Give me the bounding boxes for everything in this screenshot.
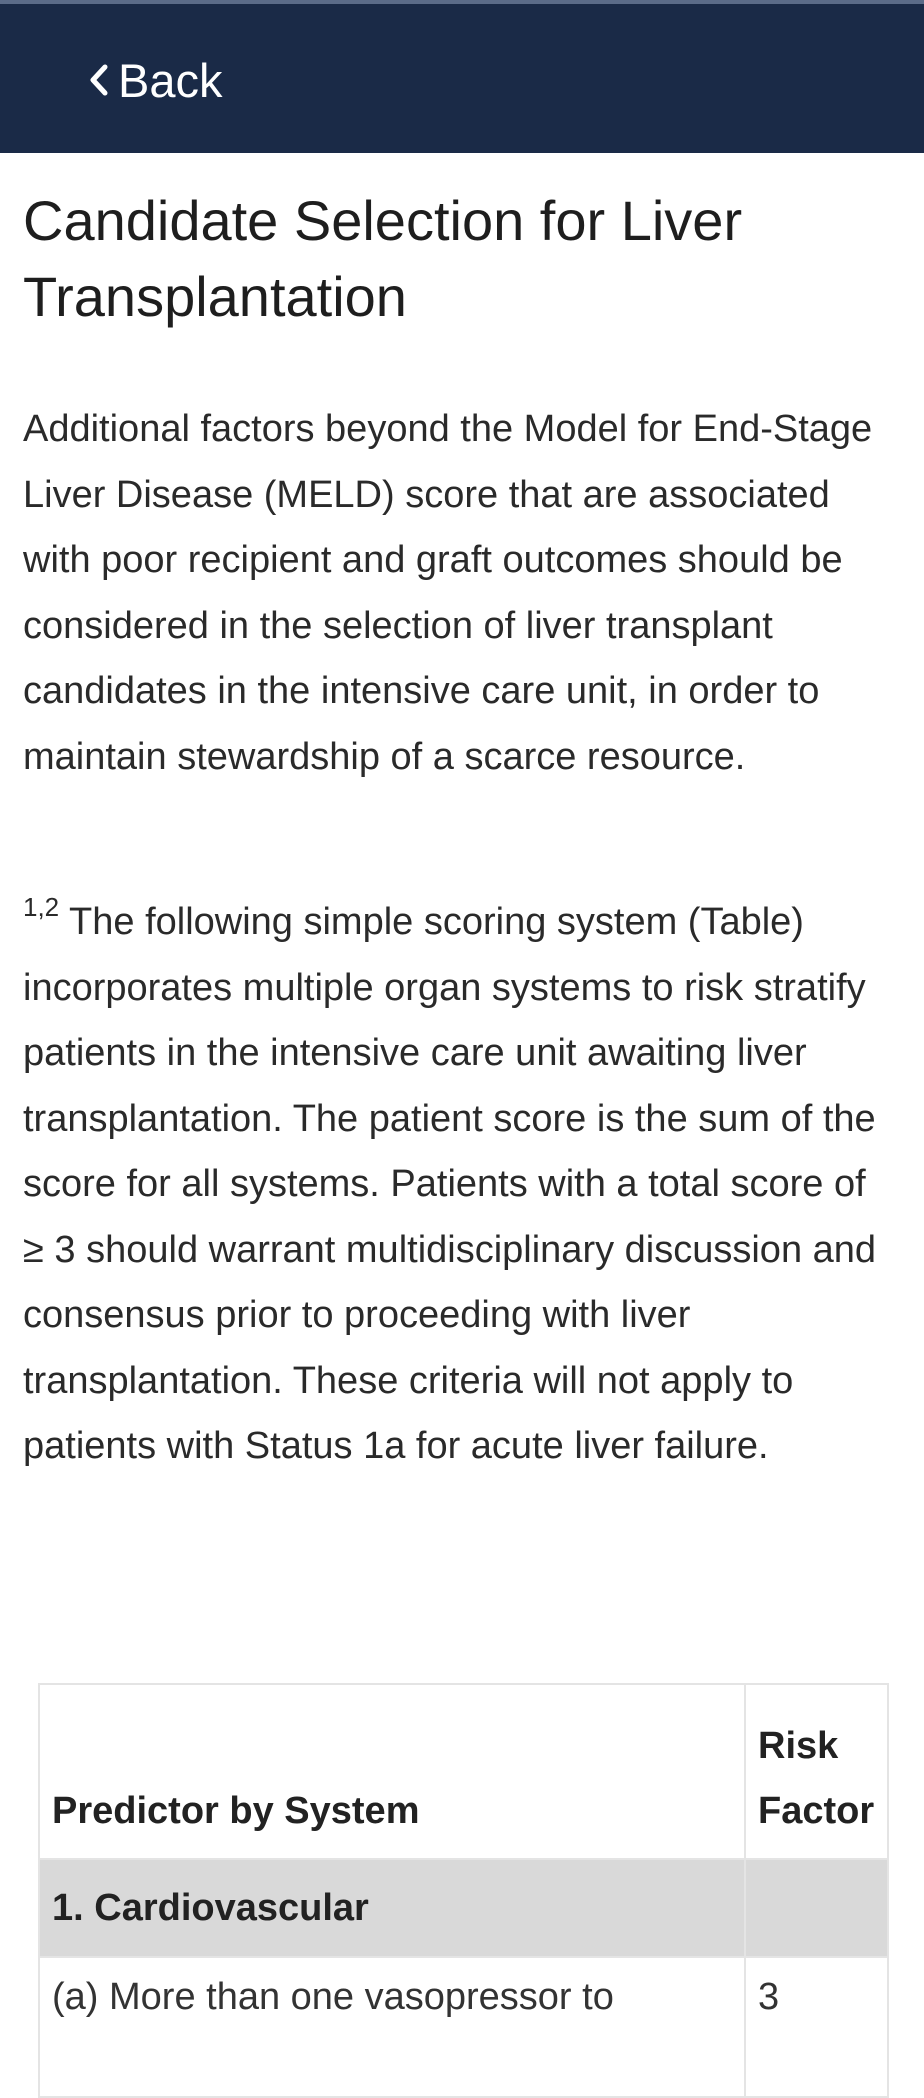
- intro-paragraph: Additional factors beyond the Model for End-Stage Liver Disease (MELD) score that are associated with poor recipient and graft outcomes should be considered in the selection of liver transplant candidates in the intensive care unit, in order to maintain stewardship of a scarce resource.: [23, 408, 873, 778]
- back-label: Back: [118, 53, 223, 107]
- predictor-cell: (a) More than one vasopressor to: [39, 1957, 745, 2097]
- header-predictor: Predictor by System: [39, 1684, 745, 1859]
- citation-superscript: 1,2: [23, 892, 60, 923]
- section-empty-cell: [745, 1859, 888, 1957]
- top-navigation-bar: [0, 0, 924, 153]
- table-section-row: [39, 1859, 888, 1957]
- page-title: Candidate Selection for Liver Transplantation: [23, 189, 743, 328]
- chevron-left-icon: [88, 63, 110, 97]
- risk-table: [38, 1683, 889, 2098]
- table-header-row: [39, 1684, 888, 1859]
- risk-cell: 3: [745, 1957, 888, 2097]
- scoring-paragraph-text: The following simple scoring system (Table) incorporates multiple organ systems to risk stratify patients in the intensive care unit awaiting liver transplantation. The patient score is the sum of the score for all systems. Patients with a total score of ≥ 3 should warrant multidisciplinary discussion and consensus prior to proceeding with liver transplantation. These criteria will not apply to patients with Status 1a for acute liver failure.: [23, 901, 877, 1467]
- header-risk-factor: Risk Factor: [745, 1684, 888, 1859]
- back-button[interactable]: [88, 50, 223, 110]
- table-row: [39, 1957, 888, 2097]
- risk-table-container: [38, 1683, 889, 2098]
- article-content: [23, 153, 893, 1480]
- section-cardiovascular: 1. Cardiovascular: [39, 1859, 745, 1957]
- scoring-paragraph: [23, 890, 893, 1480]
